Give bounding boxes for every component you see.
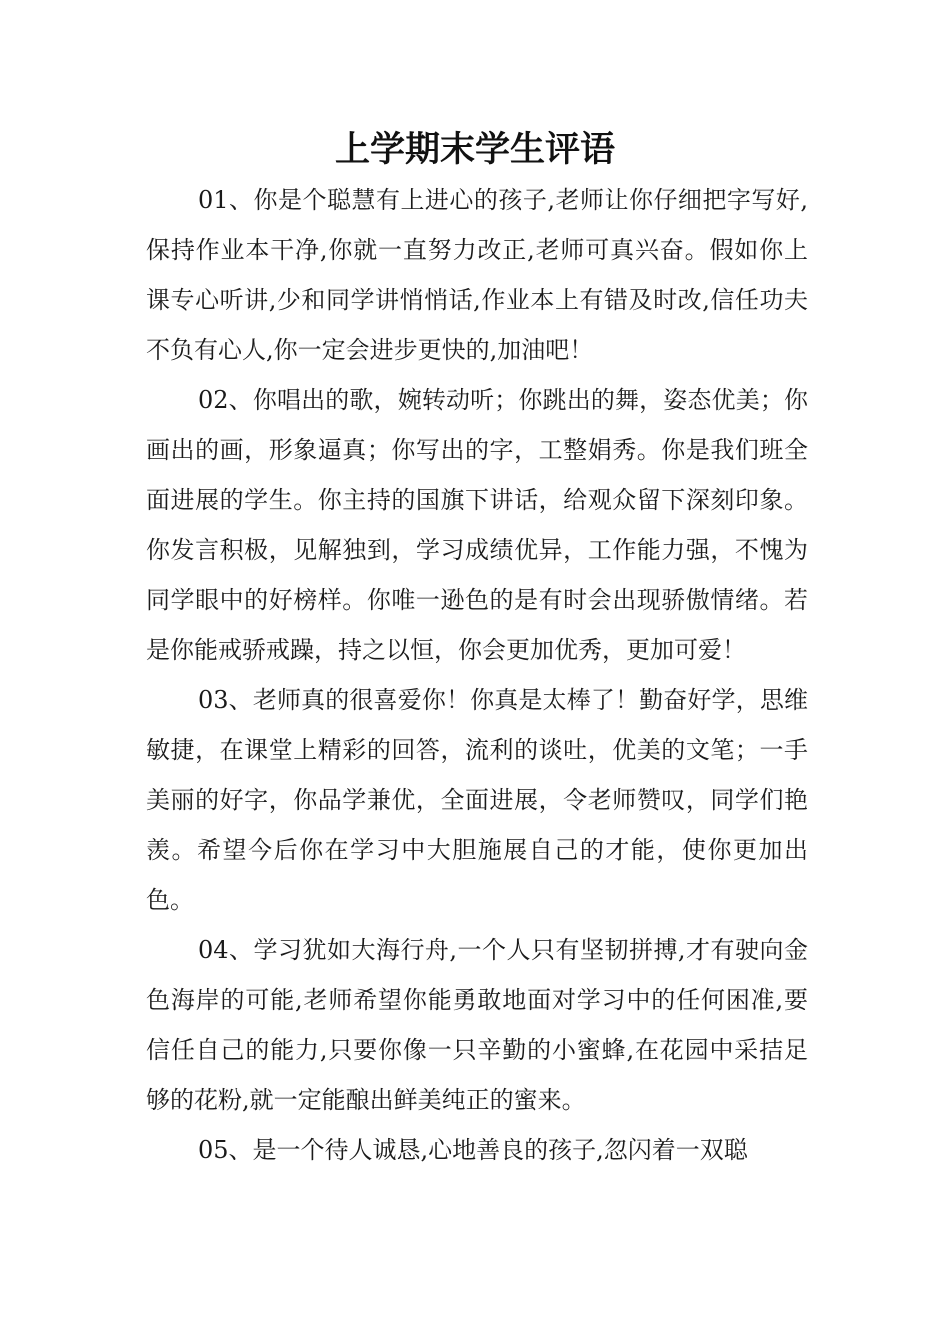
paragraph-05: 05、是一个待人诚恳,心地善良的孩子,忽闪着一双聪	[198, 1136, 748, 1164]
paragraph-03: 03、老师真的很喜爱你！你真是太棒了！勤奋好学，思维敏捷，在课堂上精彩的回答，流利的谈吐，优美的文笔；一手美丽的好字，你品学兼优，全面进展，令老师赞叹，同学们艳羡。希望今后你在学习中大胆施展自己的才能，使你更加出色。	[146, 686, 808, 914]
document-body	[146, 175, 808, 1175]
paragraph-02: 02、你唱出的歌，婉转动听；你跳出的舞，姿态优美；你画出的画，形象逼真；你写出的字，工整娟秀。你是我们班全面进展的学生。你主持的国旗下讲话，给观众留下深刻印象。你发言积极，见解独到，学习成绩优异，工作能力强，不愧为同学眼中的好榜样。你唯一逊色的是有时会出现骄傲情绪。若是你能戒骄戒躁，持之以恒，你会更加优秀，更加可爱！	[146, 386, 808, 664]
paragraph-04: 04、学习犹如大海行舟,一个人只有坚韧拼搏,才有驶向金色海岸的可能,老师希望你能勇敢地面对学习中的任何困准,要信任自己的能力,只要你像一只辛勤的小蜜蜂,在花园中采拮足够的花粉,就一定能酿出鲜美纯正的蜜来。	[146, 936, 808, 1114]
paragraph-01: 01、你是个聪慧有上进心的孩子,老师让你仔细把字写好,保持作业本干净,你就一直努力改正,老师可真兴奋。假如你上课专心听讲,少和同学讲悄悄话,作业本上有错及时改,信任功夫不负有心人,你一定会进步更快的,加油吧！	[146, 186, 808, 364]
document-title: 上学期末学生评语	[334, 130, 615, 170]
